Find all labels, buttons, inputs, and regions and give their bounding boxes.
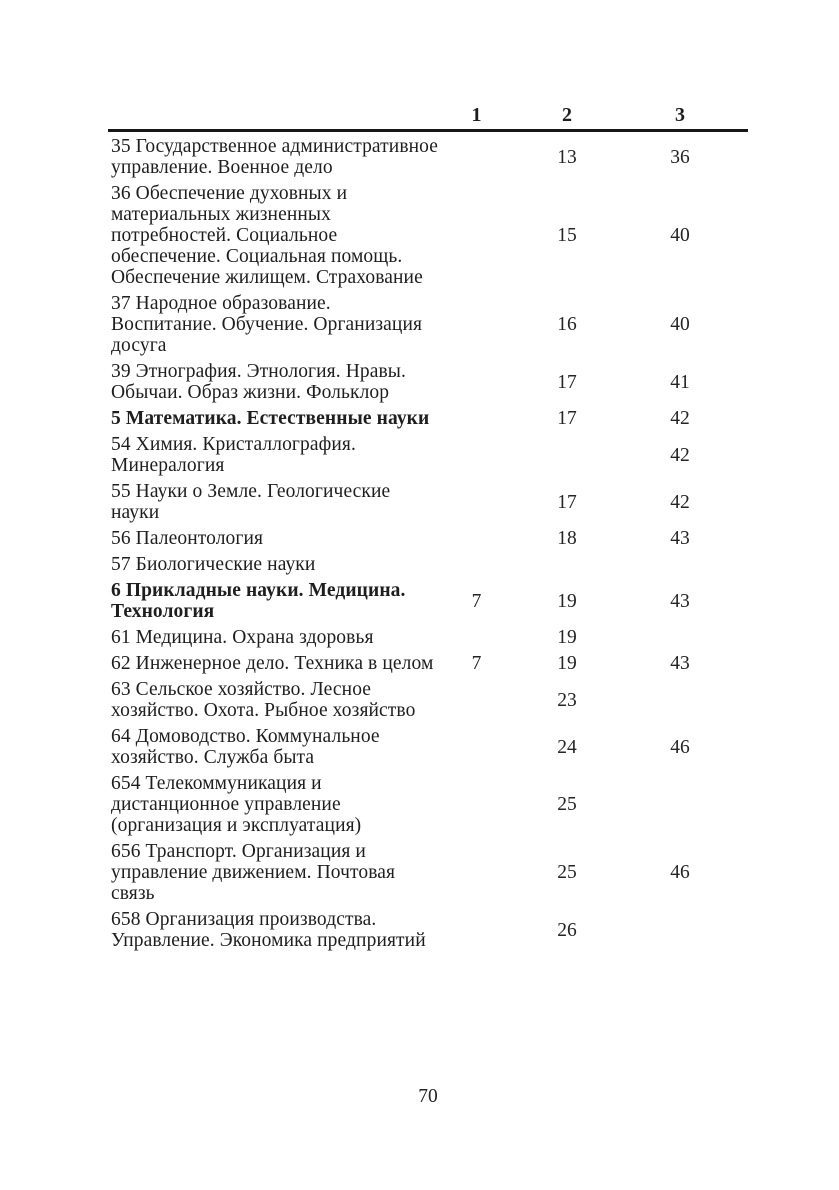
- row-title: 63 Сельское хозяйство. Лесное хозяйство. Охота. Рыбное хозяйство: [111, 679, 416, 721]
- row-value-col2: 19: [557, 653, 577, 674]
- row-title: 62 Инженерное дело. Техника в целом: [111, 653, 434, 674]
- row-value-col2: 24: [557, 736, 577, 758]
- row-value-col1: 7: [471, 590, 482, 612]
- row-value-col3: 42: [670, 408, 690, 429]
- row-value-col1: 7: [471, 653, 482, 674]
- row-value-col2: 25: [557, 794, 577, 815]
- row-value-col3: 43: [670, 590, 690, 612]
- table-body: [108, 132, 748, 954]
- table-row: [108, 677, 748, 724]
- row-title: 55 Науки о Земле. Геологические науки: [111, 481, 391, 523]
- row-value-col2: 17: [557, 491, 577, 513]
- row-value-col3: 43: [670, 653, 690, 674]
- row-value-col3: 40: [670, 314, 690, 335]
- row-value-col3: 43: [670, 528, 690, 549]
- row-title: 64 Домоводство. Коммунальное хозяйство. Служба быта: [111, 726, 380, 768]
- row-title: 654 Телекоммуникация и дистанционное управление (организация и эксплуатация): [111, 773, 362, 836]
- table-row: [108, 406, 748, 432]
- table-row: [108, 907, 748, 954]
- row-value-col2: 26: [557, 919, 577, 941]
- row-value-col3: 42: [670, 444, 690, 466]
- row-value-col3: 40: [670, 225, 690, 246]
- table-row: [108, 181, 748, 291]
- table-row: [108, 651, 748, 677]
- row-value-col2: 13: [557, 146, 577, 168]
- row-title: 56 Палеонтология: [111, 528, 264, 549]
- table-row: [108, 359, 748, 406]
- table-row: [108, 526, 748, 552]
- table-row: [108, 771, 748, 839]
- row-title: 54 Химия. Кристаллография. Минералогия: [111, 434, 356, 476]
- row-value-col2: 16: [557, 314, 577, 335]
- table-row: [108, 291, 748, 359]
- row-value-col2: 17: [557, 371, 577, 393]
- table-row: [108, 625, 748, 651]
- row-value-col3: 42: [670, 491, 690, 513]
- table-row: [108, 552, 748, 578]
- row-title: 35 Государственное административное управление. Военное дело: [111, 136, 439, 178]
- column-header-2: 2: [562, 104, 572, 126]
- page-number: 70: [418, 1086, 438, 1107]
- row-value-col2: 25: [557, 862, 577, 883]
- row-value-col3: 46: [670, 736, 690, 758]
- row-value-col2: 17: [557, 408, 577, 429]
- table-row: [108, 479, 748, 526]
- row-value-col2: 19: [557, 627, 577, 648]
- row-value-col3: 41: [670, 371, 690, 393]
- row-value-col3: 46: [670, 862, 690, 883]
- row-title: 57 Биологические науки: [111, 554, 316, 575]
- column-header-1: 1: [471, 104, 482, 126]
- row-value-col2: 19: [557, 590, 577, 612]
- page-content: [108, 104, 748, 954]
- row-title: 5 Математика. Естественные науки: [111, 408, 430, 429]
- row-value-col2: 23: [557, 689, 577, 711]
- row-title: 6 Прикладные науки. Медицина. Технология: [111, 580, 406, 622]
- row-title: 39 Этнография. Этнология. Нравы. Обычаи. Образ жизни. Фольклор: [111, 361, 406, 403]
- row-value-col2: 18: [557, 528, 577, 549]
- row-value-col3: 36: [670, 146, 690, 168]
- row-value-col2: 15: [557, 225, 577, 246]
- row-title: 36 Обеспечение духовных и материальных жизненных потребностей. Социальное обеспечение. Социальная помощь. Обеспечение жилищем. Страхование: [111, 183, 423, 288]
- table-row: [108, 724, 748, 771]
- table-header: [108, 104, 748, 132]
- table-row: [108, 578, 748, 625]
- column-header-3: 3: [675, 104, 685, 126]
- table-row: [108, 132, 748, 181]
- table-row: [108, 839, 748, 907]
- row-title: 658 Организация производства. Управление. Экономика предприятий: [111, 909, 426, 951]
- row-title: 656 Транспорт. Организация и управление движением. Почтовая связь: [111, 841, 396, 904]
- row-title: 37 Народное образование. Воспитание. Обучение. Организация досуга: [111, 293, 423, 356]
- table-row: [108, 432, 748, 479]
- row-title: 61 Медицина. Охрана здоровья: [111, 627, 374, 648]
